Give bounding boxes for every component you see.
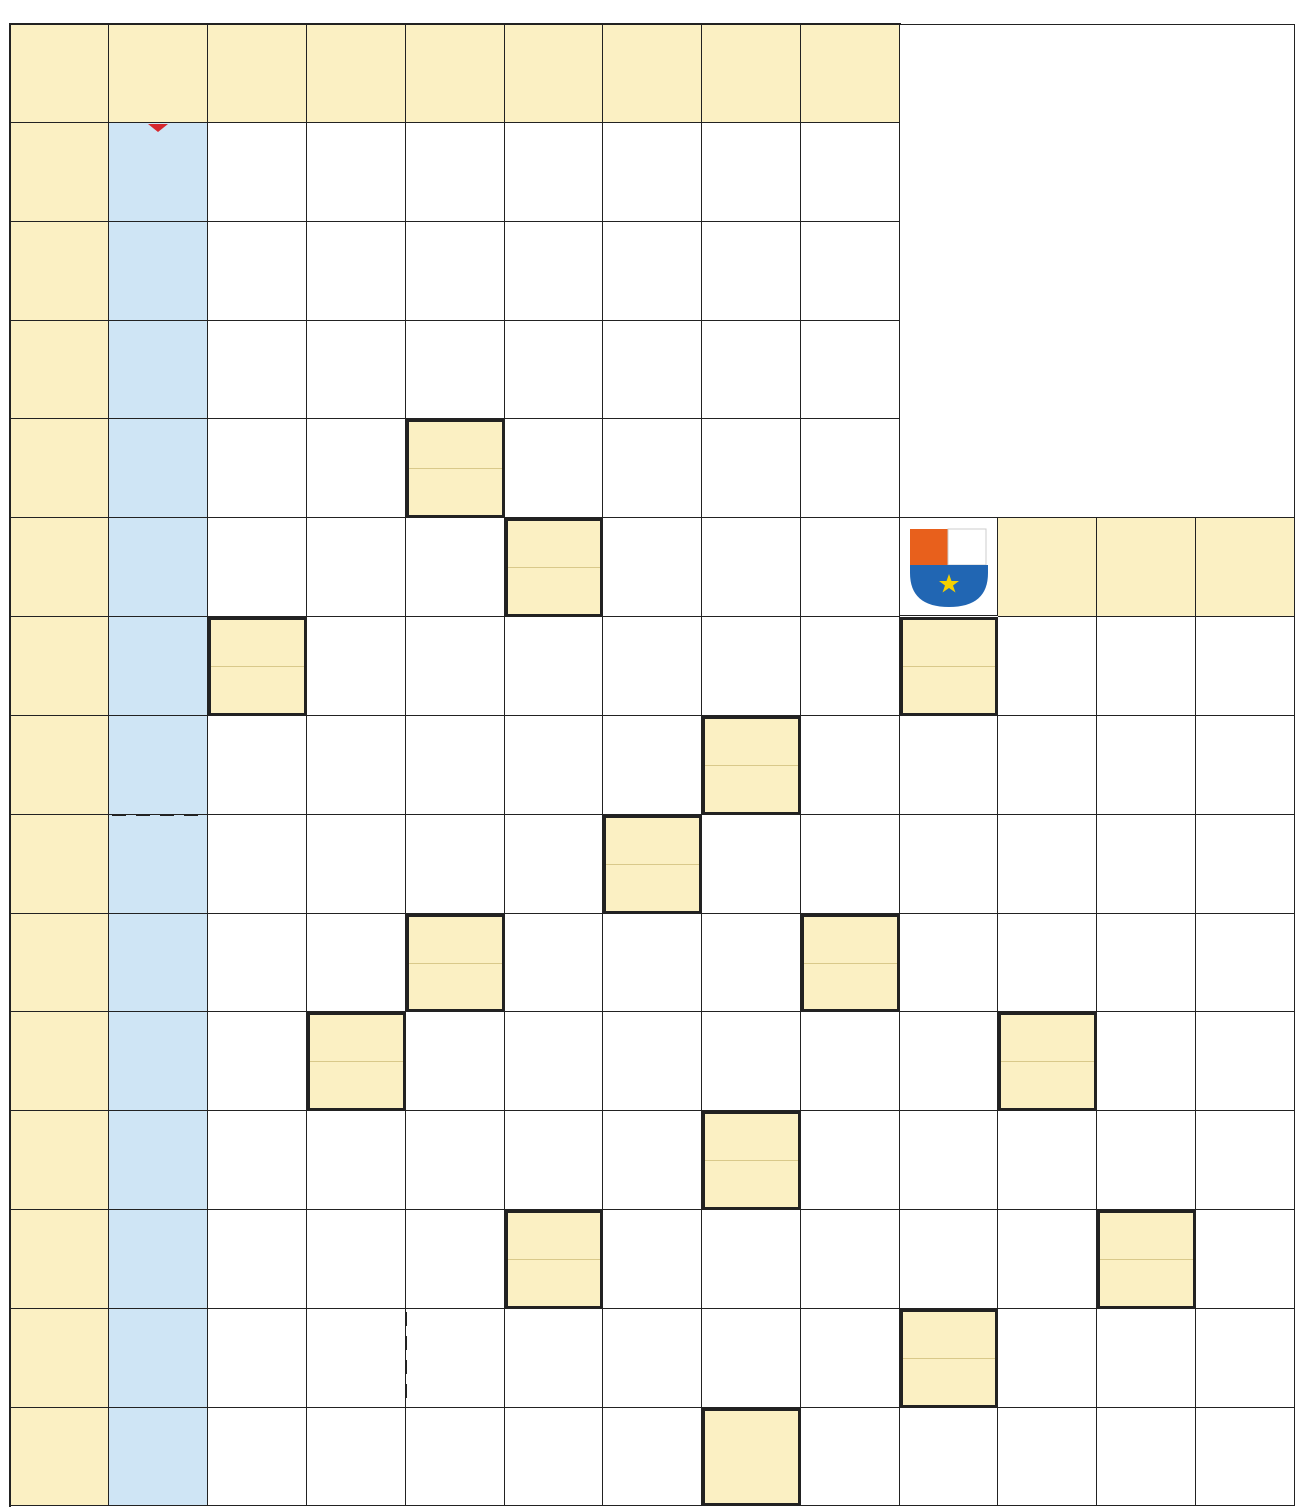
answer-cell[interactable] xyxy=(505,123,603,222)
answer-cell[interactable] xyxy=(109,914,208,1012)
answer-cell[interactable] xyxy=(1097,617,1196,716)
top-clue-5 xyxy=(505,24,603,123)
blank-panel xyxy=(900,24,1295,518)
answer-cell[interactable] xyxy=(702,518,801,617)
clue-otok-text xyxy=(903,1312,995,1358)
top-clue-3 xyxy=(307,24,406,123)
answer-cell[interactable] xyxy=(1196,1111,1295,1210)
clue-kenya xyxy=(406,914,505,1012)
answer-cell[interactable] xyxy=(702,1210,801,1309)
answer-cell[interactable] xyxy=(998,617,1097,716)
answer-cell[interactable] xyxy=(307,716,406,815)
answer-cell[interactable] xyxy=(505,1012,603,1111)
answer-cell[interactable] xyxy=(998,1210,1097,1309)
answer-cell[interactable] xyxy=(505,617,603,716)
answer-cell[interactable] xyxy=(505,419,603,518)
clue-grcka xyxy=(406,419,505,518)
left-clue-7-text xyxy=(10,716,108,814)
answer-cell[interactable] xyxy=(208,1309,307,1408)
answer-cell[interactable] xyxy=(603,518,702,617)
answer-cell[interactable] xyxy=(801,716,900,815)
clue-tvorevina xyxy=(307,1012,406,1111)
answer-cell[interactable] xyxy=(998,716,1097,815)
answer-cell[interactable] xyxy=(801,1111,900,1210)
answer-cell[interactable] xyxy=(208,815,307,914)
answer-cell[interactable] xyxy=(801,518,900,617)
answer-cell[interactable] xyxy=(406,321,505,419)
answer-cell[interactable] xyxy=(1196,1012,1295,1111)
answer-cell[interactable] xyxy=(208,716,307,815)
answer-cell[interactable] xyxy=(208,518,307,617)
clue-mjesto xyxy=(702,1111,801,1210)
answer-cell[interactable] xyxy=(603,716,702,815)
answer-cell[interactable] xyxy=(1097,1012,1196,1111)
right-clue-2 xyxy=(1097,518,1196,617)
answer-cell[interactable] xyxy=(603,321,702,419)
left-clue-8-text xyxy=(10,815,108,913)
answer-cell[interactable] xyxy=(406,222,505,321)
answer-cell[interactable] xyxy=(801,815,900,914)
left-clue-14-text xyxy=(10,1408,108,1505)
top-clue-1-text xyxy=(109,24,207,122)
answer-cell[interactable] xyxy=(307,1111,406,1210)
answer-cell[interactable] xyxy=(603,617,702,716)
answer-cell[interactable] xyxy=(603,1111,702,1210)
answer-cell[interactable] xyxy=(307,1309,406,1408)
left-clue-3-text xyxy=(10,321,108,418)
left-clue-12-text xyxy=(10,1210,108,1308)
clue-natrijev-text-2 xyxy=(804,963,897,1010)
answer-cell[interactable] xyxy=(1097,914,1196,1012)
left-clue-2-text xyxy=(10,222,108,320)
answer-cell[interactable] xyxy=(1196,1309,1295,1408)
answer-cell[interactable] xyxy=(1196,617,1295,716)
top-clue-4-text xyxy=(406,24,504,122)
answer-cell[interactable] xyxy=(702,222,801,321)
answer-cell[interactable] xyxy=(406,1111,505,1210)
right-clue-3-text xyxy=(1196,518,1294,616)
answer-cell[interactable] xyxy=(998,1111,1097,1210)
left-clue-2 xyxy=(10,222,109,321)
answer-cell[interactable] xyxy=(307,123,406,222)
top-clue-6-text xyxy=(603,24,701,122)
top-clue-8 xyxy=(801,24,900,123)
clue-tvorevina-text xyxy=(310,1015,403,1061)
word-break-mark xyxy=(405,1360,407,1374)
clue-natrijev-text xyxy=(804,917,897,963)
answer-cell[interactable] xyxy=(505,716,603,815)
clue-latinski-text xyxy=(705,719,798,765)
answer-cell[interactable] xyxy=(702,321,801,419)
answer-cell[interactable] xyxy=(1097,1309,1196,1408)
left-clue-14 xyxy=(10,1408,109,1506)
left-clue-9-text xyxy=(10,914,108,1011)
answer-cell[interactable] xyxy=(801,123,900,222)
answer-cell[interactable] xyxy=(109,815,208,914)
answer-cell[interactable] xyxy=(109,617,208,716)
top-clue-7 xyxy=(702,24,801,123)
word-break-mark xyxy=(405,1384,407,1398)
left-clue-12 xyxy=(10,1210,109,1309)
clue-tvorevina-text-2 xyxy=(310,1061,403,1108)
answer-cell[interactable] xyxy=(900,716,998,815)
word-break-mark xyxy=(136,814,150,816)
answer-cell[interactable] xyxy=(603,1210,702,1309)
answer-cell[interactable] xyxy=(801,617,900,716)
left-clue-11-text xyxy=(10,1111,108,1209)
top-clue-5-text xyxy=(505,24,602,122)
answer-cell[interactable] xyxy=(801,222,900,321)
answer-cell[interactable] xyxy=(208,914,307,1012)
clue-fr-glumac-text xyxy=(508,1213,600,1259)
clue-latinski xyxy=(702,716,801,815)
clue-otok-text-2 xyxy=(903,1358,995,1405)
top-clue-8-text xyxy=(801,24,899,122)
answer-cell[interactable] xyxy=(1097,1111,1196,1210)
answer-cell[interactable] xyxy=(109,1111,208,1210)
answer-cell[interactable] xyxy=(1097,1408,1196,1506)
answer-cell[interactable] xyxy=(998,914,1097,1012)
clue-natrijev xyxy=(801,914,900,1012)
answer-cell[interactable] xyxy=(109,419,208,518)
answer-cell[interactable] xyxy=(998,1309,1097,1408)
answer-cell[interactable] xyxy=(900,1210,998,1309)
answer-cell[interactable] xyxy=(603,1408,702,1506)
top-clue-7-text xyxy=(702,24,800,122)
answer-cell[interactable] xyxy=(109,1408,208,1506)
answer-cell[interactable] xyxy=(208,1012,307,1111)
clue-dusik-text-2 xyxy=(1100,1259,1193,1306)
answer-cell[interactable] xyxy=(307,518,406,617)
answer-cell[interactable] xyxy=(702,914,801,1012)
clue-latinski-text-2 xyxy=(705,765,798,812)
right-clue-1-text xyxy=(998,518,1096,616)
clue-polimer xyxy=(208,617,307,716)
clue-grcka-text-2 xyxy=(409,468,502,515)
clue-rimski-text xyxy=(1001,1015,1094,1061)
clue-siroka xyxy=(702,1408,801,1506)
clue-mjesto-text-2 xyxy=(705,1160,798,1207)
top-clue-3-text xyxy=(307,24,405,122)
answer-cell[interactable] xyxy=(603,419,702,518)
answer-cell[interactable] xyxy=(1196,716,1295,815)
left-clue-11 xyxy=(10,1111,109,1210)
answer-cell[interactable] xyxy=(603,1012,702,1111)
left-clue-10-text xyxy=(10,1012,108,1110)
left-clue-13-text xyxy=(10,1309,108,1407)
left-clue-6 xyxy=(10,617,109,716)
answer-cell[interactable] xyxy=(505,321,603,419)
clue-kenya-text xyxy=(409,917,502,963)
answer-cell[interactable] xyxy=(109,518,208,617)
clue-otok xyxy=(900,1309,998,1408)
answer-cell[interactable] xyxy=(505,815,603,914)
top-clue-2-text xyxy=(208,24,306,122)
author-credit-text xyxy=(10,24,108,122)
answer-cell[interactable] xyxy=(801,1012,900,1111)
answer-cell[interactable] xyxy=(998,815,1097,914)
left-clue-3 xyxy=(10,321,109,419)
answer-cell[interactable] xyxy=(801,321,900,419)
clue-fr-glumac xyxy=(505,1210,603,1309)
answer-cell[interactable] xyxy=(1196,1210,1295,1309)
answer-cell[interactable] xyxy=(109,222,208,321)
answer-cell[interactable] xyxy=(702,617,801,716)
answer-cell[interactable] xyxy=(109,321,208,419)
answer-cell[interactable] xyxy=(801,1210,900,1309)
clue-uzgajivac-text xyxy=(606,818,699,864)
answer-cell[interactable] xyxy=(603,222,702,321)
answer-cell[interactable] xyxy=(406,1309,505,1408)
right-clue-3 xyxy=(1196,518,1295,617)
answer-cell[interactable] xyxy=(208,321,307,419)
answer-cell[interactable] xyxy=(801,1309,900,1408)
clue-dusik-text xyxy=(1100,1213,1193,1259)
answer-cell[interactable] xyxy=(603,1309,702,1408)
answer-cell[interactable] xyxy=(603,123,702,222)
clue-internat-text xyxy=(508,521,600,567)
answer-cell[interactable] xyxy=(603,914,702,1012)
left-clue-1-text xyxy=(10,123,108,221)
answer-cell[interactable] xyxy=(1196,914,1295,1012)
answer-cell[interactable] xyxy=(208,1210,307,1309)
left-clue-4 xyxy=(10,419,109,518)
answer-cell[interactable] xyxy=(307,321,406,419)
right-clue-1 xyxy=(998,518,1097,617)
author-credit xyxy=(10,24,109,123)
answer-cell[interactable] xyxy=(801,419,900,518)
answer-cell[interactable] xyxy=(702,419,801,518)
coat-of-arms xyxy=(900,517,998,616)
answer-cell[interactable] xyxy=(505,1408,603,1506)
answer-cell[interactable] xyxy=(406,815,505,914)
left-clue-4-text xyxy=(10,419,108,517)
clue-rimski-text-2 xyxy=(1001,1061,1094,1108)
answer-cell[interactable] xyxy=(505,222,603,321)
clue-dusik xyxy=(1097,1210,1196,1309)
top-clue-6 xyxy=(603,24,702,123)
answer-cell[interactable] xyxy=(406,617,505,716)
left-clue-1 xyxy=(10,123,109,222)
word-break-mark xyxy=(184,814,198,816)
left-clue-10 xyxy=(10,1012,109,1111)
answer-cell[interactable] xyxy=(1097,815,1196,914)
coat-of-arms-icon xyxy=(900,517,998,616)
top-clue-4 xyxy=(406,24,505,123)
clue-govedo xyxy=(900,617,998,716)
clue-govedo-text-2 xyxy=(903,666,995,713)
answer-cell[interactable] xyxy=(208,1408,307,1506)
clue-mjesto-text xyxy=(705,1114,798,1160)
clue-uzgajivac-text-2 xyxy=(606,864,699,911)
answer-cell[interactable] xyxy=(208,419,307,518)
answer-cell[interactable] xyxy=(1196,815,1295,914)
word-break-mark xyxy=(160,814,174,816)
clue-siroka-text xyxy=(705,1411,798,1503)
answer-cell[interactable] xyxy=(505,1309,603,1408)
answer-cell[interactable] xyxy=(406,1012,505,1111)
answer-cell[interactable] xyxy=(109,716,208,815)
answer-cell[interactable] xyxy=(307,1210,406,1309)
answer-cell[interactable] xyxy=(900,1012,998,1111)
answer-cell[interactable] xyxy=(307,419,406,518)
answer-cell[interactable] xyxy=(702,1309,801,1408)
clue-uzgajivac xyxy=(603,815,702,914)
left-clue-9 xyxy=(10,914,109,1012)
left-clue-8 xyxy=(10,815,109,914)
answer-cell[interactable] xyxy=(208,123,307,222)
answer-cell[interactable] xyxy=(900,1111,998,1210)
answer-cell[interactable] xyxy=(801,1408,900,1506)
clue-govedo-text xyxy=(903,620,995,666)
clue-kenya-text-2 xyxy=(409,963,502,1010)
answer-cell[interactable] xyxy=(307,815,406,914)
left-clue-6-text xyxy=(10,617,108,715)
answer-cell[interactable] xyxy=(307,1408,406,1506)
clue-internat-text-2 xyxy=(508,567,600,614)
answer-cell[interactable] xyxy=(109,1012,208,1111)
clue-polimer-text-2 xyxy=(211,666,304,713)
answer-cell[interactable] xyxy=(406,1408,505,1506)
answer-cell[interactable] xyxy=(208,1111,307,1210)
word-break-mark xyxy=(112,814,126,816)
clue-polimer-text xyxy=(211,620,304,666)
answer-cell[interactable] xyxy=(998,1408,1097,1506)
answer-cell[interactable] xyxy=(702,1012,801,1111)
answer-cell[interactable] xyxy=(208,222,307,321)
solution-arrow-icon xyxy=(148,124,168,132)
answer-cell[interactable] xyxy=(505,1111,603,1210)
word-break-mark xyxy=(405,1312,407,1326)
answer-cell[interactable] xyxy=(900,1408,998,1506)
word-break-mark xyxy=(405,1336,407,1350)
answer-cell[interactable] xyxy=(406,716,505,815)
right-clue-2-text xyxy=(1097,518,1195,616)
answer-cell[interactable] xyxy=(702,815,801,914)
answer-cell[interactable] xyxy=(109,1309,208,1408)
clue-internat xyxy=(505,518,603,617)
left-clue-7 xyxy=(10,716,109,815)
answer-cell[interactable] xyxy=(406,518,505,617)
answer-cell[interactable] xyxy=(307,222,406,321)
top-clue-1 xyxy=(109,24,208,123)
answer-cell[interactable] xyxy=(1097,716,1196,815)
answer-cell[interactable] xyxy=(406,1210,505,1309)
left-clue-13 xyxy=(10,1309,109,1408)
answer-cell[interactable] xyxy=(702,123,801,222)
clue-fr-glumac-text-2 xyxy=(508,1259,600,1306)
answer-cell[interactable] xyxy=(406,123,505,222)
answer-cell[interactable] xyxy=(109,1210,208,1309)
answer-cell[interactable] xyxy=(900,914,998,1012)
left-clue-5-text xyxy=(10,518,108,616)
left-clue-5 xyxy=(10,518,109,617)
clue-grcka-text xyxy=(409,422,502,468)
answer-cell[interactable] xyxy=(307,617,406,716)
answer-cell[interactable] xyxy=(307,914,406,1012)
answer-cell[interactable] xyxy=(109,123,208,222)
top-clue-2 xyxy=(208,24,307,123)
clue-rimski xyxy=(998,1012,1097,1111)
answer-cell[interactable] xyxy=(505,914,603,1012)
answer-cell[interactable] xyxy=(900,815,998,914)
answer-cell[interactable] xyxy=(1196,1408,1295,1506)
